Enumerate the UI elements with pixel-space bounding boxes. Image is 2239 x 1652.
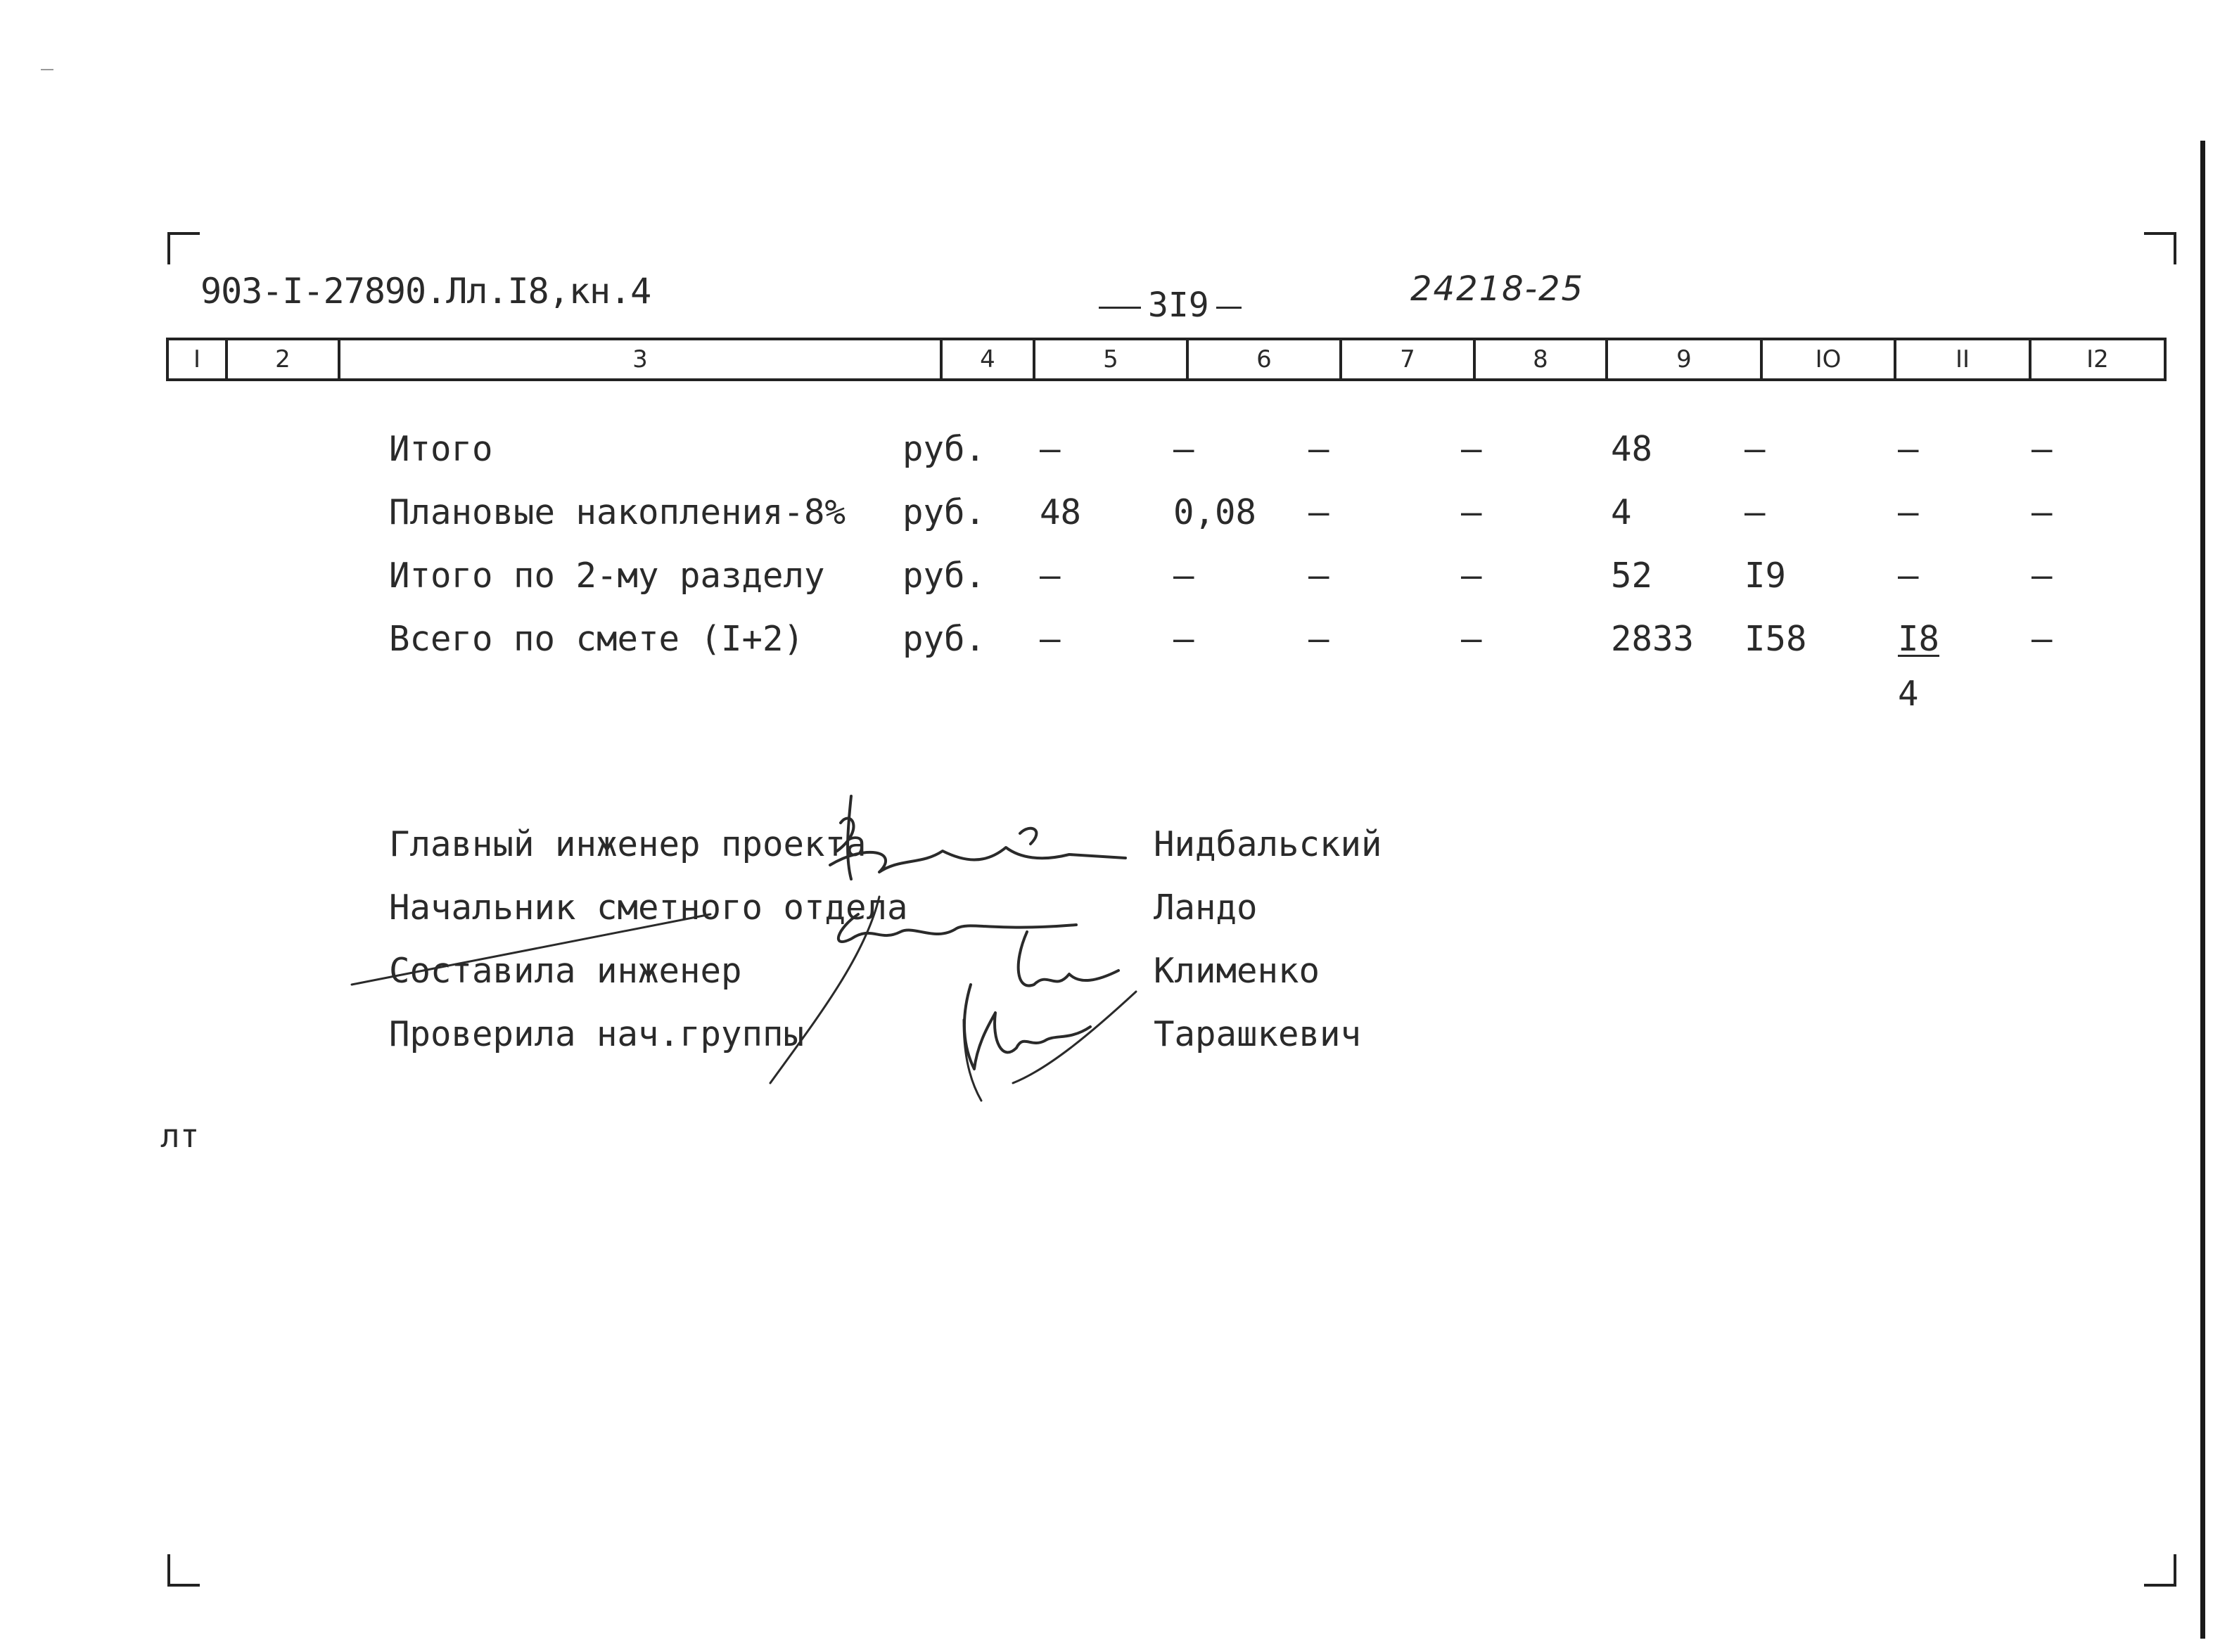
signature-stroke: [838, 914, 1076, 942]
cell-col5: –: [1040, 429, 1061, 469]
signature-name: Нидбальский: [1154, 824, 1382, 864]
cell-col7: –: [1308, 492, 1329, 532]
corner-mark-top-left: [167, 232, 200, 264]
cell-col10: I58: [1744, 619, 1807, 659]
column-number: II: [1896, 340, 2031, 378]
cell-col11: I8: [1898, 619, 1940, 659]
scan-speck: [41, 69, 53, 70]
cell-col6: –: [1173, 429, 1194, 469]
signature-stroke: [1019, 932, 1118, 986]
cell-col9: 48: [1611, 429, 1653, 469]
cell-col10: –: [1744, 429, 1766, 469]
cell-col6: –: [1173, 556, 1194, 596]
page-number-text: 3I9: [1148, 286, 1209, 325]
column-number: I2: [2086, 345, 2109, 373]
row-label: Итого: [389, 429, 493, 469]
row-unit: руб.: [902, 556, 986, 596]
row-unit: руб.: [902, 429, 986, 469]
column-number: 3: [340, 340, 943, 378]
cell-col8: –: [1461, 492, 1482, 532]
signature-name: Тарашкевич: [1154, 1014, 1362, 1054]
signature-stroke: [830, 847, 1125, 872]
cell-col8: –: [1461, 619, 1482, 659]
column-number: 4: [943, 340, 1035, 378]
handwritten-signatures: [345, 781, 1161, 1104]
cell-col12: –: [2031, 619, 2053, 659]
signature-name: Ландо: [1154, 888, 1258, 928]
column-number: 2: [228, 340, 340, 378]
cell-col6: 0,08: [1173, 492, 1257, 532]
signature-name: Клименко: [1154, 951, 1320, 991]
column-number: 6: [1189, 340, 1342, 378]
cell-col8: –: [1461, 556, 1482, 596]
signature-stroke: [837, 819, 853, 851]
signature-role: Составила инженер: [389, 951, 742, 991]
handwritten-code: 24218-25: [1410, 269, 1585, 309]
column-number: IO: [1763, 340, 1896, 378]
row-unit: руб.: [902, 492, 986, 532]
row-label: Итого по 2-му разделу: [389, 556, 825, 596]
cell-col9: 2833: [1611, 619, 1695, 659]
cell-col12: –: [2031, 492, 2053, 532]
cell-col11: –: [1898, 556, 1919, 596]
column-number: 9: [1608, 340, 1763, 378]
cell-col12: –: [2031, 429, 2053, 469]
corner-mark-top-right: [2144, 232, 2176, 264]
cell-col5: –: [1040, 556, 1061, 596]
column-number: 5: [1035, 340, 1189, 378]
cell-col5: –: [1040, 619, 1061, 659]
signature-role: Главный инженер проекта: [389, 824, 867, 864]
signature-stroke: [1013, 992, 1136, 1083]
cell-col5: 48: [1040, 492, 1082, 532]
row-label: Всего по смете (I+2): [389, 619, 805, 659]
column-number-strip: [166, 338, 2167, 381]
corner-mark-bottom-right: [2144, 1554, 2176, 1587]
cell-col10: –: [1744, 492, 1766, 532]
cell-col7: –: [1308, 556, 1329, 596]
signature-stroke: [964, 985, 1090, 1069]
corner-mark-bottom-left: [167, 1554, 200, 1587]
page-edge-line: [2200, 141, 2205, 1639]
table-row: [0, 429, 2239, 485]
cell-col9: 4: [1611, 492, 1632, 532]
row-unit: руб.: [902, 619, 986, 659]
cell-col11: –: [1898, 429, 1919, 469]
signature-stroke: [964, 1020, 981, 1101]
cell-col11: –: [1898, 492, 1919, 532]
cell-col7: –: [1308, 429, 1329, 469]
document-code: 903-I-27890.Лл.I8,кн.4: [200, 271, 651, 312]
signature-role: Проверила нач.группы: [389, 1014, 805, 1054]
column-number: 8: [1476, 340, 1608, 378]
column-number: 7: [1342, 340, 1476, 378]
signature-stroke: [770, 897, 879, 1083]
cell-col10: I9: [1744, 556, 1787, 596]
cell-col7: –: [1308, 619, 1329, 659]
signature-stroke: [352, 914, 710, 985]
cell-col8: –: [1461, 429, 1482, 469]
cell-col9: 52: [1611, 556, 1653, 596]
cell-col11-below: 4: [1898, 674, 1919, 714]
row-label: Плановые накопления-8%: [389, 492, 846, 532]
column-number: I: [169, 340, 228, 378]
cell-col12: –: [2031, 556, 2053, 596]
page-number: [1092, 286, 1249, 325]
footer-note: лт: [160, 1117, 200, 1155]
cell-col6: –: [1173, 619, 1194, 659]
table-row: [0, 619, 2239, 714]
signature-role: Начальник сметного отдела: [389, 888, 908, 928]
table-row: [0, 556, 2239, 612]
table-row: [0, 492, 2239, 549]
signature-stroke: [1020, 828, 1036, 844]
